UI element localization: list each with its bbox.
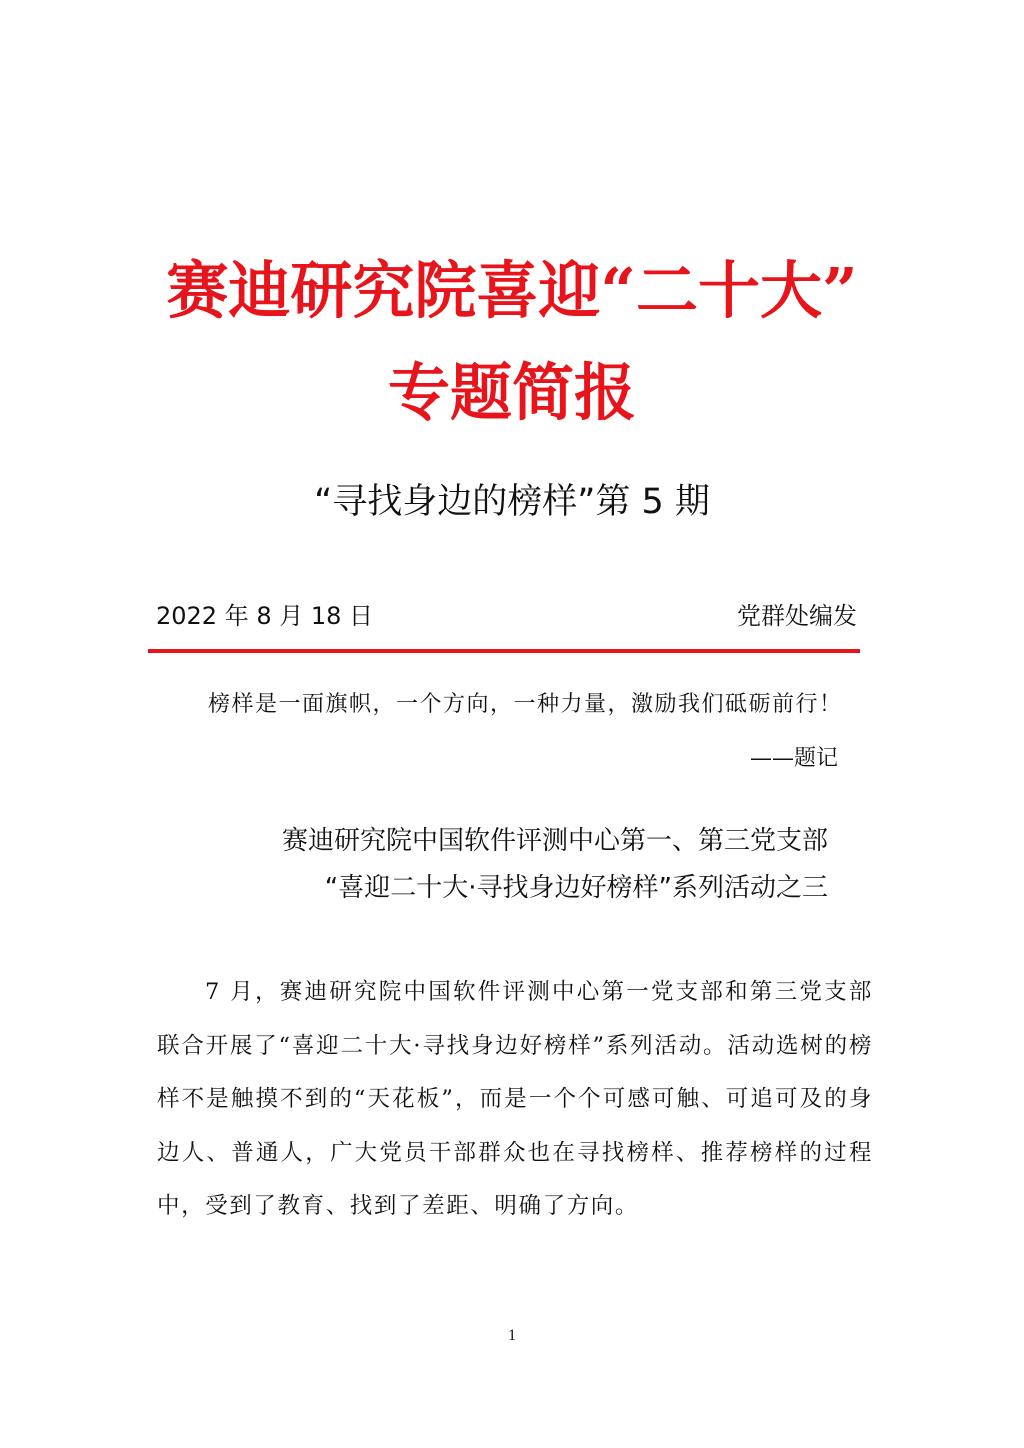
issue-subtitle: “寻找身边的榜样”第 5 期: [314, 482, 710, 522]
epigraph-text: 榜样是一面旗帜，一个方向，一种力量，激励我们砥砺前行！: [208, 692, 843, 717]
epigraph-source: ——题记: [749, 746, 838, 771]
issuer-department: 党群处编发: [737, 602, 857, 630]
article-heading-line-2: “喜迎二十大·寻找身边好榜样”系列活动之三: [324, 873, 828, 903]
red-divider-line: [148, 649, 860, 653]
document-title-line-2: 专题简报: [387, 356, 636, 429]
issue-date: 2022 年 8 月 18 日: [156, 602, 374, 630]
article-heading-line-1: 赛迪研究院中国软件评测中心第一、第三党支部: [281, 826, 828, 856]
page-number: 1: [508, 1327, 516, 1344]
document-title-line-1: 赛迪研究院喜迎“二十大”: [166, 254, 858, 327]
article-body-paragraph: 7 月，赛迪研究院中国软件评测中心第一党支部和第三党支部联合开展了“喜迎二十大·寻找身边好榜样”系列活动。活动选树的榜样不是触摸不到的“天花板”，而是一个个可感可触、可追可及的身边人、普通人，广大党员干部群众也在寻找榜样、推荐榜样的过程中，受到了教育、找到了差距、明确了方向。: [157, 979, 873, 1219]
